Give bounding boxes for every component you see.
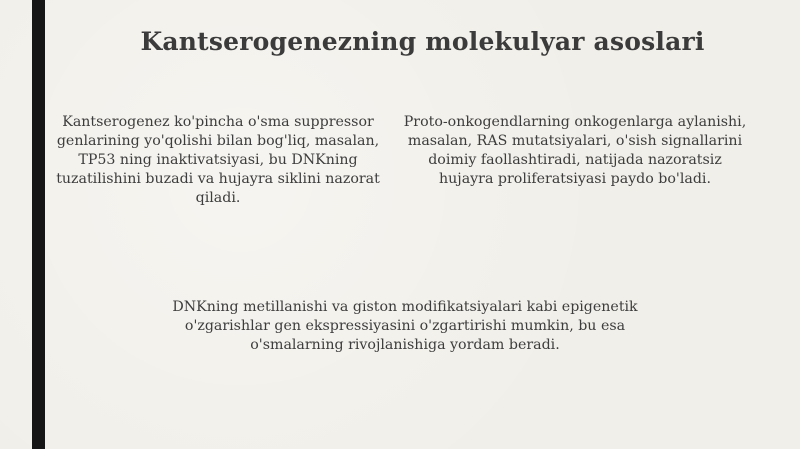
slide-title: Kantserogenezning molekulyar asoslari [140, 27, 705, 56]
paragraph-epigenetics: DNKning metillanishi va giston modifikatsiyalari kabi epigenetik o'zgarishlar gen ekspressiyasini o'zgartirishi mumkin, bu esa o'smalarning rivojlanishiga yordam beradi. [172, 299, 638, 353]
paragraph-oncogenes: Proto-onkogendlarning onkogenlarga aylanishi, masalan, RAS mutatsiyalari, o'sish signallarini doimiy faollashtiradi, natijada nazoratsiz hujayra proliferatsiyasi paydo bo'ladi. [403, 114, 747, 187]
paragraph-tumor-suppressor: Kantserogenez ko'pincha o'sma suppressor genlarining yo'qolishi bilan bog'liq, masalan, TP53 ning inaktivatsiyasi, bu DNKning tuzatilishini buzadi va hujayra siklini nazorat qiladi. [56, 114, 380, 206]
accent-bar [32, 0, 45, 449]
